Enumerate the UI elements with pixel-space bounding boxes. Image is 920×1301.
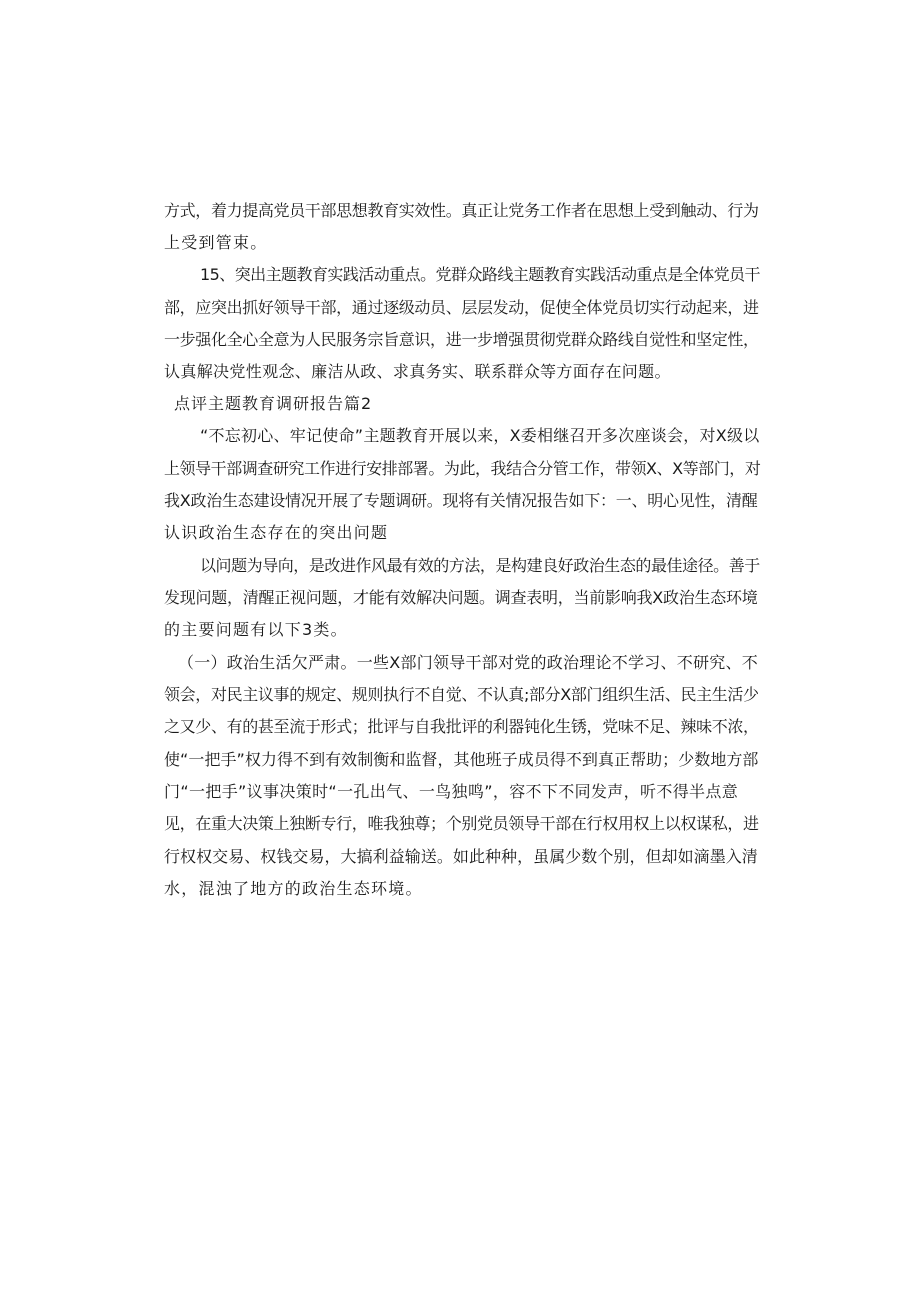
paragraph-line: 发现问题，清醒正视问题，才能有效解决问题。调查表明，当前影响我X政治生态环境 <box>164 588 758 607</box>
paragraph-line: 认识政治生态存在的突出问题 <box>164 523 389 542</box>
paragraph-line: 见，在重大决策上独断专行，唯我独尊；个别党员领导干部在行权用权上以权谋私，进 <box>164 814 759 833</box>
paragraph-line: “不忘初心、牢记使命”主题教育开展以来，X委相继召开多次座谈会，对X级以 <box>200 426 760 445</box>
paragraph-line: 部，应突出抓好领导干部，通过逐级动员、层层发动，促使全体党员切实行动起来，进 <box>164 298 759 317</box>
paragraph-line: 我X政治生态建设情况开展了专题调研。现将有关情况报告如下：一、明心见性，清醒 <box>164 491 758 510</box>
paragraph-line: 上受到管束。 <box>164 233 268 252</box>
paragraph-line: 领会，对民主议事的规定、规则执行不自觉、不认真;部分X部门组织生活、民主生活少 <box>164 685 759 704</box>
paragraph-line: 一步强化全心全意为人民服务宗旨意识，进一步增强贯彻党群众路线自觉性和坚定性， <box>164 330 759 349</box>
paragraph-line: 使“一把手”权力得不到有效制衡和监督，其他班子成员得不到真正帮助；少数地方部 <box>164 750 759 769</box>
paragraph-line: 之又少、有的甚至流于形式；批评与自我批评的利器钝化生锈，党味不足、辣味不浓， <box>164 717 759 736</box>
paragraph-line: 认真解决党性观念、廉洁从政、求真务实、联系群众等方面存在问题。 <box>164 362 671 381</box>
paragraph-line: （一）政治生活欠严肃。一些X部门领导干部对党的政治理论不学习、不研究、不 <box>178 653 758 672</box>
paragraph-line: 以问题为导向，是改进作风最有效的方法，是构建良好政治生态的最佳途径。善于 <box>200 556 760 575</box>
paragraph-line: 行权权交易、权钱交易，大搞利益输送。如此种种，虽属少数个别，但却如滴墨入清 <box>164 847 758 866</box>
paragraph-line: 门“一把手”议事决策时“一孔出气、一鸟独鸣”，容不下不同发声，听不得半点意 <box>164 782 739 801</box>
section-heading: 点评主题教育调研报告篇2 <box>174 394 373 413</box>
paragraph-line: 15、突出主题教育实践活动重点。党群众路线主题教育实践活动重点是全体党员干 <box>200 265 761 284</box>
paragraph-line: 方式，着力提高党员干部思想教育实效性。真正让党务工作者在思想上受到触动、行为 <box>164 201 759 220</box>
paragraph-line: 上领导干部调查研究工作进行安排部署。为此，我结合分管工作，带领X、X等部门，对 <box>164 459 761 478</box>
paragraph-line: 水，混浊了地方的政治生态环境。 <box>164 879 423 898</box>
paragraph-line: 的主要问题有以下3类。 <box>164 620 348 639</box>
